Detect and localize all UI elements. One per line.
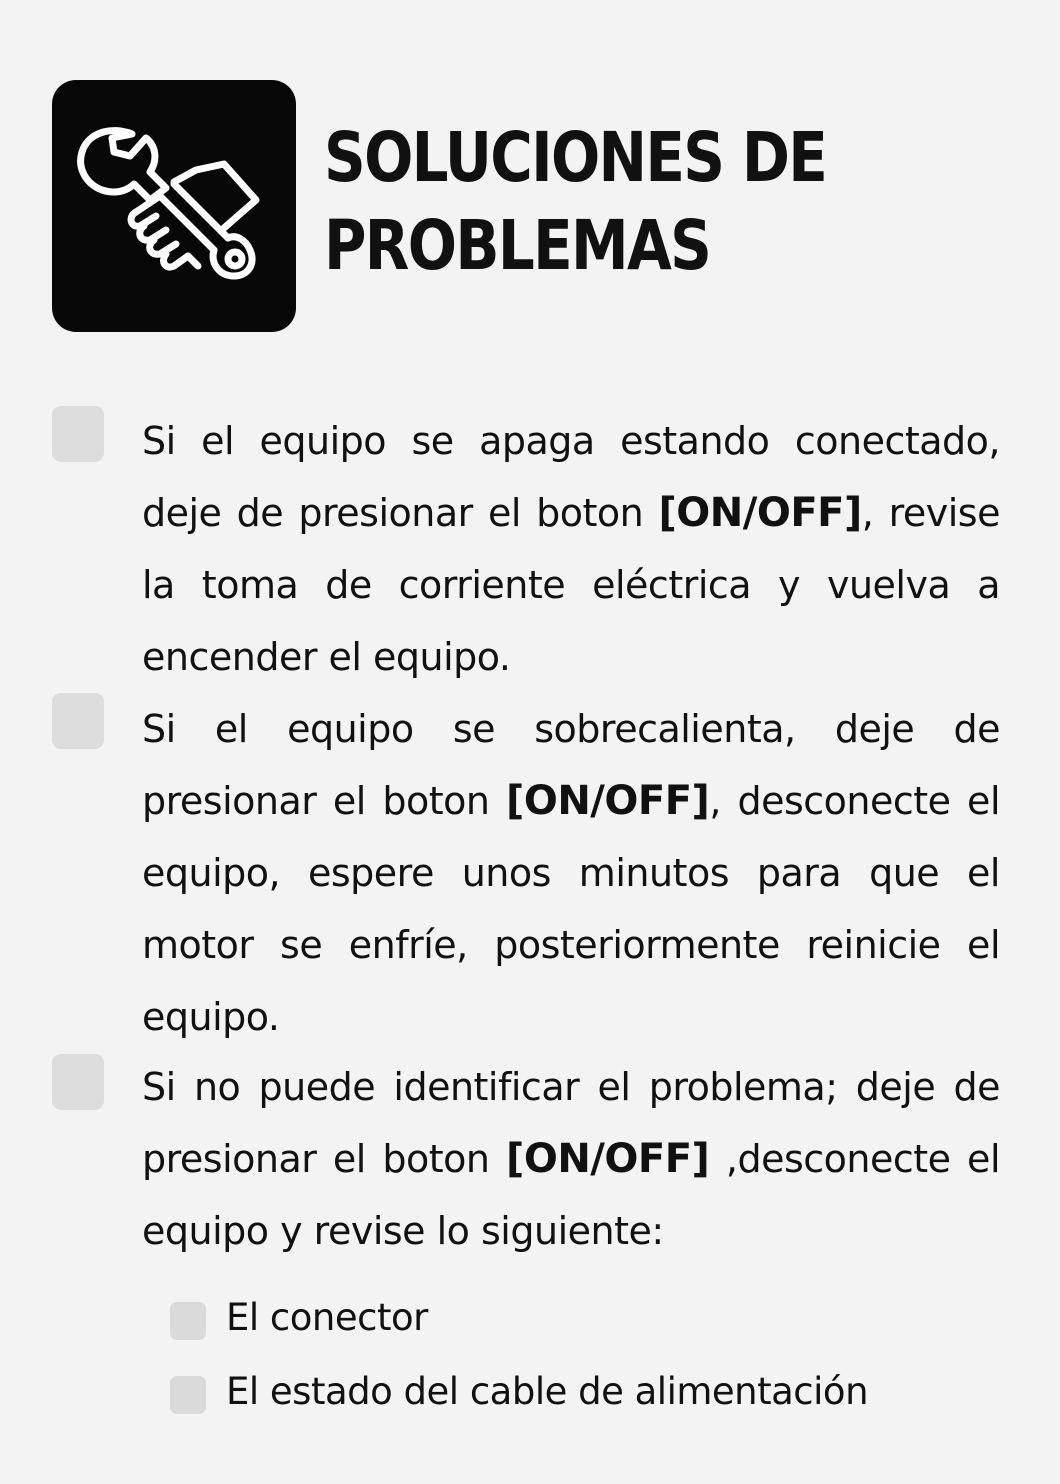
item-text-part: , desconecte el equipo, espere unos minutos para que el motor se enfríe, posteriormente reinicie el equipo. [142,779,1000,1039]
checkbox[interactable] [52,1054,104,1110]
page-title: SOLUCIONES DE PROBLEMAS [324,118,827,286]
item-text [142,1051,1000,1267]
checkbox[interactable] [170,1376,206,1414]
sub-list-item [170,1370,950,1414]
on-off-label: [ON/OFF] [506,778,710,824]
item-text-part: , revise la toma de corriente eléctrica y vuelva a encender el equipo. [142,491,1000,679]
list-item [52,693,1000,1039]
sub-item-label: El estado del cable de alimentación [226,1370,869,1413]
item-text [142,693,1000,1053]
wrench-hand-icon [52,80,296,332]
on-off-label: [ON/OFF] [506,1136,710,1182]
wrench-icon [74,116,284,306]
on-off-label: [ON/OFF] [658,490,862,536]
item-text-part: Si no puede identificar el problema; deje de presionar el boton [142,1065,1000,1181]
sub-item-label: El conector [226,1296,428,1339]
sub-list-item [170,1296,950,1340]
header [52,80,1002,332]
checkbox[interactable] [52,406,104,462]
item-text [142,405,1000,693]
list-item [52,406,1000,679]
checkbox[interactable] [170,1302,206,1340]
checkbox[interactable] [52,693,104,749]
item-text-part: Si el equipo se apaga estando conectado, deje de presionar el boton [142,419,1000,535]
item-text-part: Si el equipo se sobrecalienta, deje de presionar el boton [142,707,1000,823]
list-item [52,1054,1000,1274]
item-text-part: ,desconecte el equipo y revise lo siguiente: [142,1137,1000,1253]
